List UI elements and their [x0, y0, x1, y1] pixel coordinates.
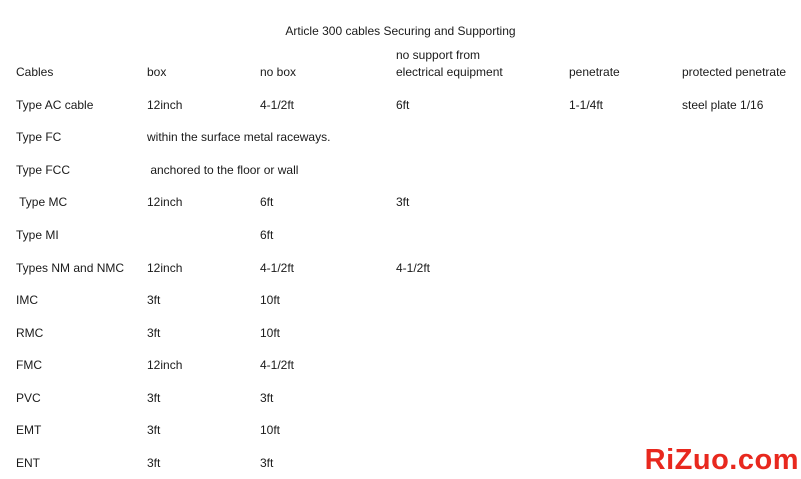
row-nm-no-support: 4-1/2ft — [396, 261, 431, 275]
header-no-support-line1: no support from — [396, 48, 481, 62]
header-box: box — [147, 65, 167, 79]
page-title: Article 300 cables Securing and Supporting — [285, 24, 516, 38]
row-pvc-cable: PVC — [16, 391, 41, 405]
row-ent-cable: ENT — [16, 456, 40, 470]
row-nm-cable: Types NM and NMC — [16, 261, 125, 275]
row-fmc-no-box: 4-1/2ft — [260, 358, 295, 372]
row-pvc-box: 3ft — [147, 391, 161, 405]
row-nm-no-box: 4-1/2ft — [260, 261, 295, 275]
row-mc-cable: Type MC — [16, 195, 68, 209]
row-emt-cable: EMT — [16, 423, 42, 437]
row-nm-box: 12inch — [147, 261, 183, 275]
row-ac-cable: Type AC cable — [16, 98, 94, 112]
row-mi-no-box: 6ft — [260, 228, 274, 242]
row-mc-box: 12inch — [147, 195, 183, 209]
row-ac-box: 12inch — [147, 98, 183, 112]
row-pvc-no-box: 3ft — [260, 391, 274, 405]
row-rmc-box: 3ft — [147, 326, 161, 340]
row-fmc-box: 12inch — [147, 358, 183, 372]
row-rmc-no-box: 10ft — [260, 326, 281, 340]
row-ac-penetrate: 1-1/4ft — [569, 98, 604, 112]
row-mc-no-box: 6ft — [260, 195, 274, 209]
row-rmc-cable: RMC — [16, 326, 44, 340]
row-fmc-cable: FMC — [16, 358, 42, 372]
header-protected-penetrate: protected penetrate — [682, 65, 787, 79]
row-imc-box: 3ft — [147, 293, 161, 307]
row-fc-span: within the surface metal raceways. — [147, 130, 331, 144]
row-fcc-span: anchored to the floor or wall — [147, 163, 299, 177]
row-ent-no-box: 3ft — [260, 456, 274, 470]
row-ac-protected: steel plate 1/16 — [682, 98, 764, 112]
row-emt-box: 3ft — [147, 423, 161, 437]
row-ent-box: 3ft — [147, 456, 161, 470]
row-fc-cable: Type FC — [16, 130, 62, 144]
header-no-support-line2: electrical equipment — [396, 65, 503, 79]
watermark-logo: RiZuo.com — [644, 444, 799, 476]
row-fcc-cable: Type FCC — [16, 163, 71, 177]
header-no-box: no box — [260, 65, 297, 79]
row-mc-no-support: 3ft — [396, 195, 410, 209]
header-cables: Cables — [16, 65, 54, 79]
row-ac-no-box: 4-1/2ft — [260, 98, 295, 112]
row-emt-no-box: 10ft — [260, 423, 281, 437]
row-mi-cable: Type MI — [16, 228, 59, 242]
row-imc-no-box: 10ft — [260, 293, 281, 307]
row-ac-no-support: 6ft — [396, 98, 410, 112]
header-penetrate: penetrate — [569, 65, 620, 79]
row-imc-cable: IMC — [16, 293, 38, 307]
